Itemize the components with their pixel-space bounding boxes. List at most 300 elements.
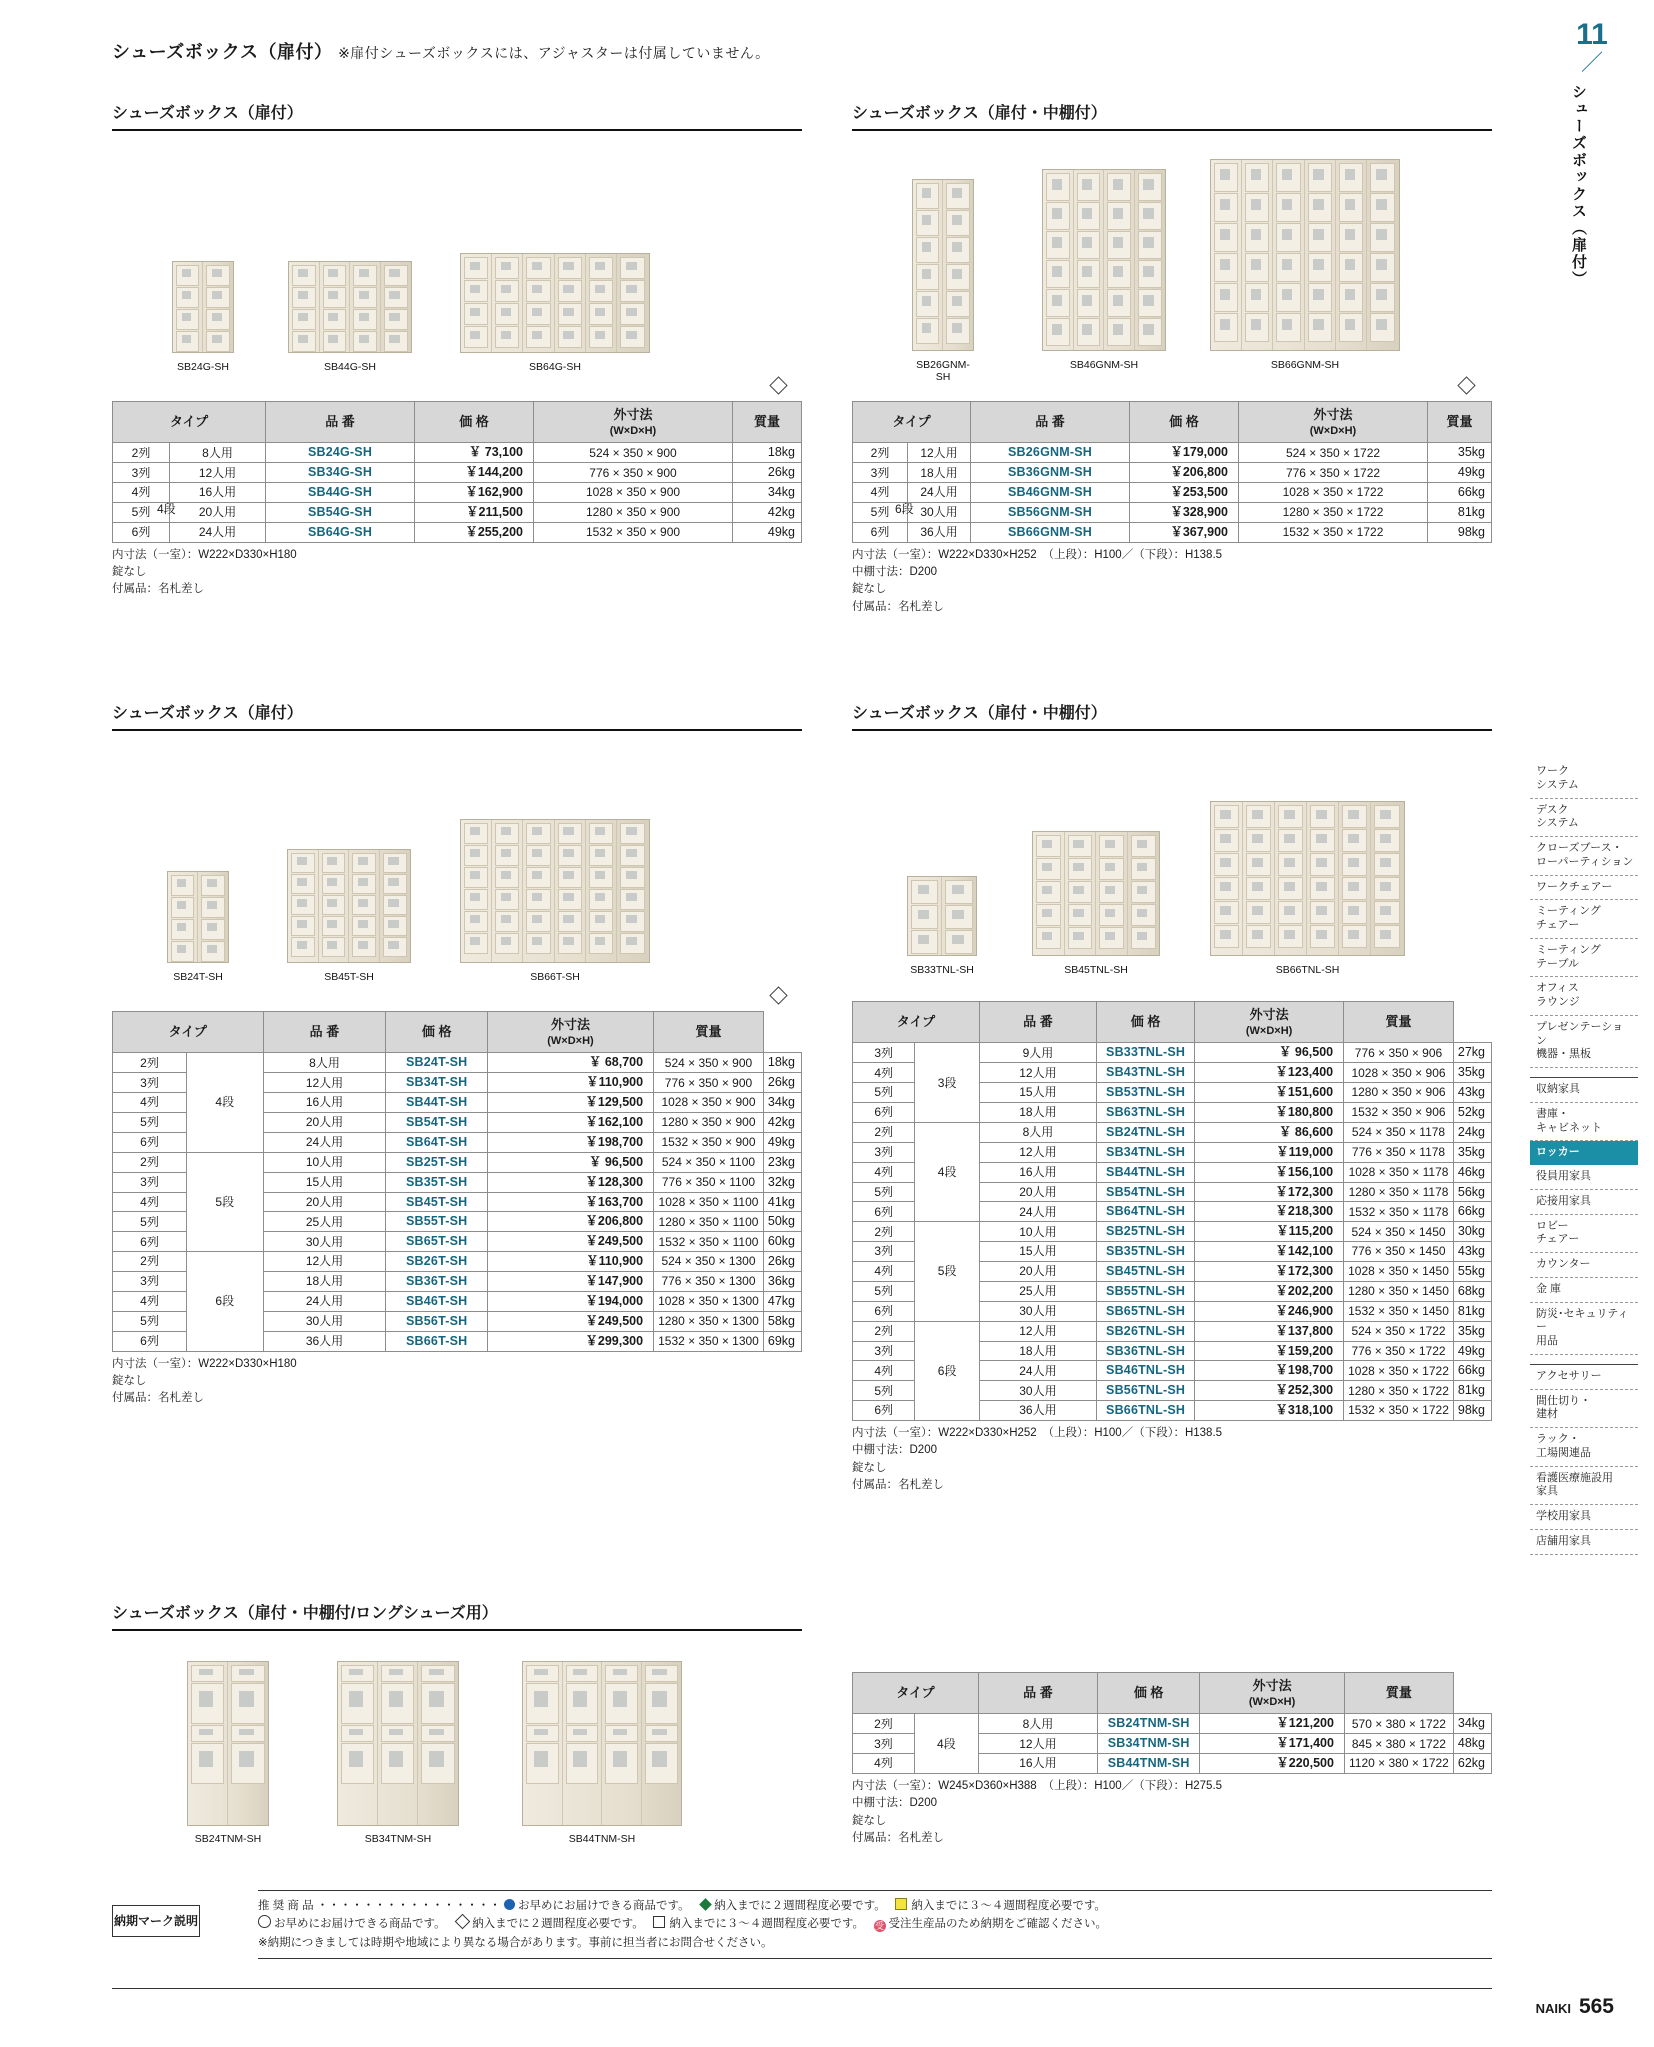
cell-cols: 5列 xyxy=(853,1083,915,1103)
cell-code[interactable]: SB26T-SH xyxy=(386,1252,487,1272)
cell-price: ￥ 96,500 xyxy=(1195,1043,1344,1063)
cell-price: ￥252,300 xyxy=(1195,1381,1344,1401)
section-2-images xyxy=(852,131,1492,401)
cell-dim: 776 × 350 × 1450 xyxy=(1344,1242,1454,1262)
category-index-label: 家具 xyxy=(1536,1485,1558,1498)
footer-brand xyxy=(1536,1995,1614,2019)
cell-code[interactable]: SB44G-SH xyxy=(266,483,415,503)
category-index-label: 用品 xyxy=(1536,1335,1558,1347)
cell-code[interactable]: SB46GNM-SH xyxy=(971,483,1130,503)
note-line: 付属品：名札差し xyxy=(112,583,204,596)
cell-weight: 34kg xyxy=(733,483,802,503)
product-label-sb66tnl: SB66TNL-SH xyxy=(1275,964,1340,976)
cell-weight: 98kg xyxy=(1428,522,1492,542)
category-index-label: 応接用家具 xyxy=(1536,1194,1591,1207)
cell-people: 24人用 xyxy=(263,1291,386,1311)
spec-table-1 xyxy=(112,401,802,543)
cell-people: 16人用 xyxy=(263,1093,386,1113)
cell-dim: 1028 × 350 × 1178 xyxy=(1344,1162,1454,1182)
cell-price: ￥110,900 xyxy=(487,1073,653,1093)
cell-code[interactable]: SB66TNL-SH xyxy=(1097,1401,1195,1421)
cell-code[interactable]: SB34T-SH xyxy=(386,1073,487,1093)
section-5-table-wrap xyxy=(852,1672,1492,1847)
category-index-item[interactable] xyxy=(1530,1505,1638,1530)
cell-cols: 2列 xyxy=(853,1222,915,1242)
cell-weight: 56kg xyxy=(1453,1182,1491,1202)
cell-cols: 3列 xyxy=(853,1043,915,1063)
cell-code[interactable]: SB44T-SH xyxy=(386,1093,487,1113)
product-label-sb33tnl: SB33TNL-SH xyxy=(910,964,974,976)
cell-dim: 1028 × 350 × 1450 xyxy=(1344,1262,1454,1282)
cell-people: 36人用 xyxy=(263,1331,386,1351)
cell-people: 12人用 xyxy=(263,1252,386,1272)
cell-weight: 43kg xyxy=(1453,1083,1491,1103)
cell-code[interactable]: SB56TNL-SH xyxy=(1097,1381,1195,1401)
th-type: タイプ xyxy=(853,1673,979,1714)
cell-people: 8人用 xyxy=(978,1714,1097,1734)
category-index-label: 看護医療施設用 xyxy=(1536,1471,1613,1484)
note-line: 中棚寸法：D200 xyxy=(852,566,937,579)
legend-2d: 受注生産品のため納期をご確認ください。 xyxy=(888,1918,1108,1931)
footer-rule xyxy=(112,1988,1492,1989)
green-diamond-icon xyxy=(699,1898,712,1911)
cell-code[interactable]: SB45T-SH xyxy=(386,1192,487,1212)
cell-code[interactable]: SB54TNL-SH xyxy=(1097,1182,1195,1202)
th-price: 価 格 xyxy=(1098,1673,1200,1714)
cell-weight: 55kg xyxy=(1453,1262,1491,1282)
cell-price: ￥255,200 xyxy=(415,522,534,542)
cell-code[interactable]: SB24T-SH xyxy=(386,1053,487,1073)
legend-2c: 納入までに３～４週間程度必要です。 xyxy=(669,1918,864,1931)
cell-dim: 776 × 350 × 906 xyxy=(1344,1043,1454,1063)
cell-price: ￥179,000 xyxy=(1130,443,1239,463)
cell-code[interactable]: SB64TNL-SH xyxy=(1097,1202,1195,1222)
cell-people: 36人用 xyxy=(908,522,971,542)
product-image-sb66gnm xyxy=(1210,159,1400,371)
category-index-item[interactable] xyxy=(1530,1428,1638,1467)
category-index-label: チェアー xyxy=(1536,1233,1580,1246)
cell-code[interactable]: SB24TNL-SH xyxy=(1097,1122,1195,1142)
cell-cols: 2列 xyxy=(113,443,170,463)
table-row xyxy=(853,483,1492,503)
category-index-item[interactable] xyxy=(1530,876,1638,901)
note-line: 付属品：名札差し xyxy=(852,600,944,613)
product-label-sb24tnm: SB24TNM-SH xyxy=(194,1833,262,1845)
cell-code[interactable]: SB36TNL-SH xyxy=(1097,1341,1195,1361)
category-index-item[interactable] xyxy=(1530,977,1638,1016)
table-row xyxy=(113,443,802,463)
section-4 xyxy=(852,700,1492,1494)
cell-dim: 524 × 350 × 1300 xyxy=(654,1252,764,1272)
cell-people: 12人用 xyxy=(979,1142,1096,1162)
cell-people: 30人用 xyxy=(908,503,971,523)
category-index-item[interactable] xyxy=(1530,1278,1638,1303)
cell-code[interactable]: SB56GNM-SH xyxy=(971,503,1130,523)
cell-people: 12人用 xyxy=(978,1734,1097,1754)
cell-code[interactable]: SB63TNL-SH xyxy=(1097,1103,1195,1123)
category-index-item[interactable] xyxy=(1530,939,1638,978)
category-index-item[interactable] xyxy=(1530,1530,1638,1555)
cell-code[interactable]: SB53TNL-SH xyxy=(1097,1083,1195,1103)
category-index-item[interactable] xyxy=(1530,1365,1638,1390)
category-index-item[interactable] xyxy=(1530,1190,1638,1215)
cell-price: ￥ 86,600 xyxy=(1195,1122,1344,1142)
cell-price: ￥ 73,100 xyxy=(415,443,534,463)
tab-slash: ／ xyxy=(1580,50,1603,75)
note-line: 付属品：名札差し xyxy=(852,1478,944,1491)
cell-code[interactable]: SB36T-SH xyxy=(386,1272,487,1292)
cell-price: ￥206,800 xyxy=(1130,463,1239,483)
category-index-label: ミーティング xyxy=(1536,943,1601,956)
cell-price: ￥328,900 xyxy=(1130,503,1239,523)
cell-cols: 4列 xyxy=(853,483,908,503)
cell-code[interactable]: SB65T-SH xyxy=(386,1232,487,1252)
product-label-sb26gnm: SB26GNM-SH xyxy=(916,359,970,383)
legend-2a: お早めにお届けできる商品です。 xyxy=(274,1918,446,1931)
section-5 xyxy=(112,1600,802,1891)
cell-tier: 3段 xyxy=(915,1043,979,1123)
cell-dim: 776 × 350 × 1722 xyxy=(1239,463,1428,483)
cell-weight: 18kg xyxy=(733,443,802,463)
cell-price: ￥211,500 xyxy=(415,503,534,523)
cell-code[interactable]: SB56T-SH xyxy=(386,1311,487,1331)
cell-people: 12人用 xyxy=(979,1063,1096,1083)
cell-code[interactable]: SB65TNL-SH xyxy=(1097,1301,1195,1321)
category-index-item[interactable] xyxy=(1530,760,1638,799)
category-index-item[interactable] xyxy=(1530,1103,1638,1142)
cell-code[interactable]: SB54G-SH xyxy=(266,503,415,523)
cell-price: ￥121,200 xyxy=(1200,1714,1345,1734)
note-line: 錠なし xyxy=(852,1461,887,1474)
cell-dim: 1532 × 350 × 1178 xyxy=(1344,1202,1454,1222)
cell-weight: 30kg xyxy=(1453,1222,1491,1242)
th-dim-l2: (W×D×H) xyxy=(1248,1695,1296,1708)
diamond-mark-3 xyxy=(769,986,787,1004)
cell-price: ￥206,800 xyxy=(487,1212,653,1232)
category-index-item[interactable] xyxy=(1530,1467,1638,1506)
category-index-item[interactable] xyxy=(1530,837,1638,876)
section-5-notes xyxy=(852,1778,1492,1847)
cell-weight: 49kg xyxy=(1428,463,1492,483)
cell-code[interactable]: SB26GNM-SH xyxy=(971,443,1130,463)
category-index-item[interactable] xyxy=(1530,1078,1638,1103)
category-index-label: 店舗用家具 xyxy=(1536,1534,1591,1547)
cell-code[interactable]: SB66T-SH xyxy=(386,1331,487,1351)
blue-dot-icon xyxy=(504,1899,515,1910)
cell-weight: 69kg xyxy=(763,1331,801,1351)
cell-cols: 5列 xyxy=(113,503,170,523)
table-row xyxy=(853,1222,1492,1242)
cell-dim: 570 × 380 × 1722 xyxy=(1344,1714,1453,1734)
cell-code[interactable]: SB43TNL-SH xyxy=(1097,1063,1195,1083)
cell-cols: 5列 xyxy=(113,1113,187,1133)
category-index-label: 工場関連品 xyxy=(1536,1446,1591,1459)
legend-1b: お早めにお届けできる商品です。 xyxy=(517,1900,690,1912)
th-weight: 質量 xyxy=(654,1012,764,1053)
category-index-label: 機器・黒板 xyxy=(1536,1048,1591,1061)
th-price: 価 格 xyxy=(1130,402,1239,443)
category-index-label: 建材 xyxy=(1536,1408,1558,1421)
category-index-label: オフィス xyxy=(1536,982,1579,995)
cell-cols: 6列 xyxy=(853,1301,915,1321)
th-dim-l2: (W×D×H) xyxy=(1309,424,1357,437)
cell-code[interactable]: SB34TNL-SH xyxy=(1097,1142,1195,1162)
cell-tier: 6段 xyxy=(915,1321,979,1420)
cell-code[interactable]: SB26TNL-SH xyxy=(1097,1321,1195,1341)
cell-people: 24人用 xyxy=(263,1132,386,1152)
cell-code[interactable]: SB44TNL-SH xyxy=(1097,1162,1195,1182)
th-code: 品 番 xyxy=(263,1012,386,1053)
th-code: 品 番 xyxy=(978,1673,1097,1714)
tab-number: 11 xyxy=(1576,18,1608,51)
product-label-sb66gnm: SB66GNM-SH xyxy=(1270,359,1340,371)
table-row xyxy=(113,522,802,542)
cell-weight: 48kg xyxy=(1453,1734,1491,1754)
cell-code[interactable]: SB25T-SH xyxy=(386,1152,487,1172)
cell-dim: 1280 × 350 × 1722 xyxy=(1344,1381,1454,1401)
product-image-sb24g xyxy=(172,261,234,373)
cell-price: ￥253,500 xyxy=(1130,483,1239,503)
cell-people: 30人用 xyxy=(979,1301,1096,1321)
category-index-label: 間仕切り・ xyxy=(1536,1394,1591,1407)
cell-people: 30人用 xyxy=(979,1381,1096,1401)
cell-cols: 5列 xyxy=(853,1281,915,1301)
cell-cols: 3列 xyxy=(113,463,170,483)
cell-people: 12人用 xyxy=(170,463,266,483)
cell-code[interactable]: SB35T-SH xyxy=(386,1172,487,1192)
cell-code[interactable]: SB45TNL-SH xyxy=(1097,1262,1195,1282)
table-row xyxy=(853,503,1492,523)
cell-dim: 1028 × 350 × 900 xyxy=(654,1093,764,1113)
cell-cols: 6列 xyxy=(113,1132,187,1152)
table-row xyxy=(113,503,802,523)
legend-badge: 納期マーク説明 xyxy=(112,1905,200,1937)
cell-weight: 81kg xyxy=(1428,503,1492,523)
cell-cols: 2列 xyxy=(853,443,908,463)
th-dim-l2: (W×D×H) xyxy=(609,424,657,437)
category-index-item[interactable] xyxy=(1530,1253,1638,1278)
note-line: 付属品：名札差し xyxy=(852,1831,944,1844)
cell-price: ￥246,900 xyxy=(1195,1301,1344,1321)
cell-code[interactable]: SB25TNL-SH xyxy=(1097,1222,1195,1242)
cell-price: ￥299,300 xyxy=(487,1331,653,1351)
cell-weight: 35kg xyxy=(1453,1142,1491,1162)
category-index-item[interactable] xyxy=(1530,1165,1638,1190)
cell-dim: 1532 × 350 × 1722 xyxy=(1344,1401,1454,1421)
th-weight: 質量 xyxy=(733,402,802,443)
section-1-images xyxy=(112,131,802,401)
cell-code[interactable]: SB34TNM-SH xyxy=(1098,1734,1200,1754)
product-image-sb24t xyxy=(167,871,229,983)
category-index-item[interactable] xyxy=(1530,799,1638,838)
cell-price: ￥128,300 xyxy=(487,1172,653,1192)
cell-weight: 47kg xyxy=(763,1291,801,1311)
cell-weight: 42kg xyxy=(733,503,802,523)
category-index-item[interactable] xyxy=(1530,1215,1638,1254)
category-index-label: ローパーティション xyxy=(1536,855,1634,868)
product-label-sb66t: SB66T-SH xyxy=(530,971,580,983)
product-image-sb46gnm xyxy=(1042,169,1166,371)
cell-weight: 50kg xyxy=(763,1212,801,1232)
cell-weight: 98kg xyxy=(1453,1401,1491,1421)
product-label-sb34tnm: SB34TNM-SH xyxy=(364,1833,432,1845)
product-image-sb24tnm xyxy=(187,1661,269,1845)
cell-people: 12人用 xyxy=(908,443,971,463)
white-square-icon xyxy=(653,1916,665,1928)
cell-code[interactable]: SB46T-SH xyxy=(386,1291,487,1311)
cell-dim: 1532 × 350 × 1100 xyxy=(654,1232,764,1252)
section-3 xyxy=(112,700,802,1407)
cell-weight: 58kg xyxy=(763,1311,801,1331)
cell-dim: 1280 × 350 × 1722 xyxy=(1239,503,1428,523)
cell-dim: 524 × 350 × 1450 xyxy=(1344,1222,1454,1242)
cell-cols: 4列 xyxy=(853,1262,915,1282)
cell-dim: 1120 × 380 × 1722 xyxy=(1344,1754,1453,1774)
cell-cols: 6列 xyxy=(853,1401,915,1421)
section-5-images xyxy=(112,1631,802,1891)
cell-people: 18人用 xyxy=(979,1103,1096,1123)
th-dim-l1: 外寸法 xyxy=(1249,1007,1289,1022)
cell-weight: 32kg xyxy=(763,1172,801,1192)
cell-code[interactable]: SB24G-SH xyxy=(266,443,415,463)
cell-dim: 1532 × 350 × 906 xyxy=(1344,1103,1454,1123)
category-index-label: 防災･セキュリティー xyxy=(1536,1307,1629,1334)
cell-price: ￥172,300 xyxy=(1195,1262,1344,1282)
category-index-label: ロッカー xyxy=(1536,1146,1580,1159)
cell-code[interactable]: SB66GNM-SH xyxy=(971,522,1130,542)
index-separator xyxy=(1530,1355,1638,1365)
category-index-label: 学校用家具 xyxy=(1536,1510,1591,1522)
note-line: 錠なし xyxy=(852,1814,887,1827)
legend-2b: 納入までに２週間程度必要です。 xyxy=(472,1918,644,1931)
cell-weight: 26kg xyxy=(763,1073,801,1093)
th-code: 品 番 xyxy=(979,1002,1096,1043)
cell-people: 16人用 xyxy=(170,483,266,503)
category-index-label: ラウンジ xyxy=(1536,996,1580,1008)
cell-people: 16人用 xyxy=(979,1162,1096,1182)
cell-tier: 4段 xyxy=(914,1714,978,1774)
page-title-main: シューズボックス（扉付） xyxy=(112,42,333,62)
cell-code[interactable]: SB24TNM-SH xyxy=(1098,1714,1200,1734)
cell-weight: 26kg xyxy=(733,463,802,483)
cell-people: 8人用 xyxy=(170,443,266,463)
cell-price: ￥162,900 xyxy=(415,483,534,503)
cell-cols: 4列 xyxy=(113,1192,187,1212)
cell-weight: 34kg xyxy=(1453,1714,1491,1734)
cell-people: 8人用 xyxy=(263,1053,386,1073)
cell-code[interactable]: SB54T-SH xyxy=(386,1113,487,1133)
note-line: 付属品：名札差し xyxy=(112,1392,204,1405)
cell-code[interactable]: SB64T-SH xyxy=(386,1132,487,1152)
cell-people: 20人用 xyxy=(263,1192,386,1212)
cell-cols: 6列 xyxy=(853,1103,915,1123)
cell-weight: 26kg xyxy=(763,1252,801,1272)
product-label-sb46gnm: SB46GNM-SH xyxy=(1069,359,1139,371)
cell-people: 15人用 xyxy=(263,1172,386,1192)
category-index-label: 収納家具 xyxy=(1536,1083,1580,1095)
section-1-tier: 4段 xyxy=(157,502,176,516)
th-dim-l1: 外寸法 xyxy=(1313,407,1353,422)
category-index-item[interactable] xyxy=(1530,900,1638,939)
cell-dim: 1280 × 350 × 900 xyxy=(534,503,733,523)
cell-weight: 66kg xyxy=(1453,1361,1491,1381)
product-image-sb66t xyxy=(460,819,650,983)
cell-dim: 524 × 350 × 1178 xyxy=(1344,1122,1454,1142)
category-index-label: 書庫・ xyxy=(1536,1107,1569,1120)
cell-dim: 1028 × 350 × 1100 xyxy=(654,1192,764,1212)
cell-price: ￥367,900 xyxy=(1130,522,1239,542)
cell-dim: 776 × 350 × 1100 xyxy=(654,1172,764,1192)
cell-dim: 524 × 350 × 900 xyxy=(654,1053,764,1073)
cell-code[interactable]: SB55TNL-SH xyxy=(1097,1281,1195,1301)
table-row xyxy=(113,1053,802,1073)
cell-code[interactable]: SB44TNM-SH xyxy=(1098,1754,1200,1774)
cell-cols: 6列 xyxy=(853,1202,915,1222)
cell-people: 10人用 xyxy=(263,1152,386,1172)
category-index-label: チェアー xyxy=(1536,919,1580,931)
cell-code[interactable]: SB55T-SH xyxy=(386,1212,487,1232)
cell-price: ￥110,900 xyxy=(487,1252,653,1272)
note-line: 中棚寸法：D200 xyxy=(852,1797,937,1810)
category-index-item[interactable] xyxy=(1530,1016,1638,1068)
cell-price: ￥142,100 xyxy=(1195,1242,1344,1262)
cell-code[interactable]: SB33TNL-SH xyxy=(1097,1043,1195,1063)
cell-dim: 776 × 350 × 900 xyxy=(534,463,733,483)
cell-people: 20人用 xyxy=(979,1182,1096,1202)
cell-code[interactable]: SB46TNL-SH xyxy=(1097,1361,1195,1381)
cell-code[interactable]: SB36GNM-SH xyxy=(971,463,1130,483)
category-index xyxy=(1530,760,1638,1555)
cell-people: 15人用 xyxy=(979,1083,1096,1103)
cell-dim: 1532 × 350 × 1450 xyxy=(1344,1301,1454,1321)
cell-code[interactable]: SB34G-SH xyxy=(266,463,415,483)
legend-1d: 納入までに３～４週間程度必要です。 xyxy=(911,1900,1106,1912)
cell-cols: 4列 xyxy=(113,483,170,503)
category-index-item[interactable] xyxy=(1530,1390,1638,1429)
cell-cols: 3列 xyxy=(853,1242,915,1262)
cell-price: ￥151,600 xyxy=(1195,1083,1344,1103)
section-1-title: シューズボックス（扉付） xyxy=(112,100,802,131)
cell-price: ￥249,500 xyxy=(487,1311,653,1331)
cell-code[interactable]: SB35TNL-SH xyxy=(1097,1242,1195,1262)
cell-price: ￥318,100 xyxy=(1195,1401,1344,1421)
cell-dim: 1280 × 350 × 1300 xyxy=(654,1311,764,1331)
section-4-images xyxy=(852,731,1492,1001)
th-type: タイプ xyxy=(113,402,266,443)
th-type: タイプ xyxy=(853,1002,980,1043)
th-dim-l1: 外寸法 xyxy=(1252,1678,1292,1693)
cell-tier: 5段 xyxy=(915,1222,979,1321)
cell-code[interactable]: SB64G-SH xyxy=(266,522,415,542)
cell-weight: 66kg xyxy=(1453,1202,1491,1222)
th-weight: 質量 xyxy=(1344,1673,1453,1714)
cell-tier: 6段 xyxy=(187,1252,264,1351)
cell-weight: 27kg xyxy=(1453,1043,1491,1063)
category-index-item[interactable] xyxy=(1530,1303,1638,1355)
cell-weight: 81kg xyxy=(1453,1301,1491,1321)
cell-weight: 34kg xyxy=(763,1093,801,1113)
cell-dim: 776 × 350 × 1722 xyxy=(1344,1341,1454,1361)
category-index-item[interactable] xyxy=(1530,1141,1638,1165)
cell-tier: 5段 xyxy=(187,1152,264,1251)
cell-price: ￥220,500 xyxy=(1200,1754,1345,1774)
cell-weight: 49kg xyxy=(733,522,802,542)
cell-dim: 845 × 380 × 1722 xyxy=(1344,1734,1453,1754)
cell-price: ￥180,800 xyxy=(1195,1103,1344,1123)
cell-weight: 49kg xyxy=(763,1132,801,1152)
spec-table-3 xyxy=(112,1011,802,1352)
cell-cols: 5列 xyxy=(113,1212,187,1232)
